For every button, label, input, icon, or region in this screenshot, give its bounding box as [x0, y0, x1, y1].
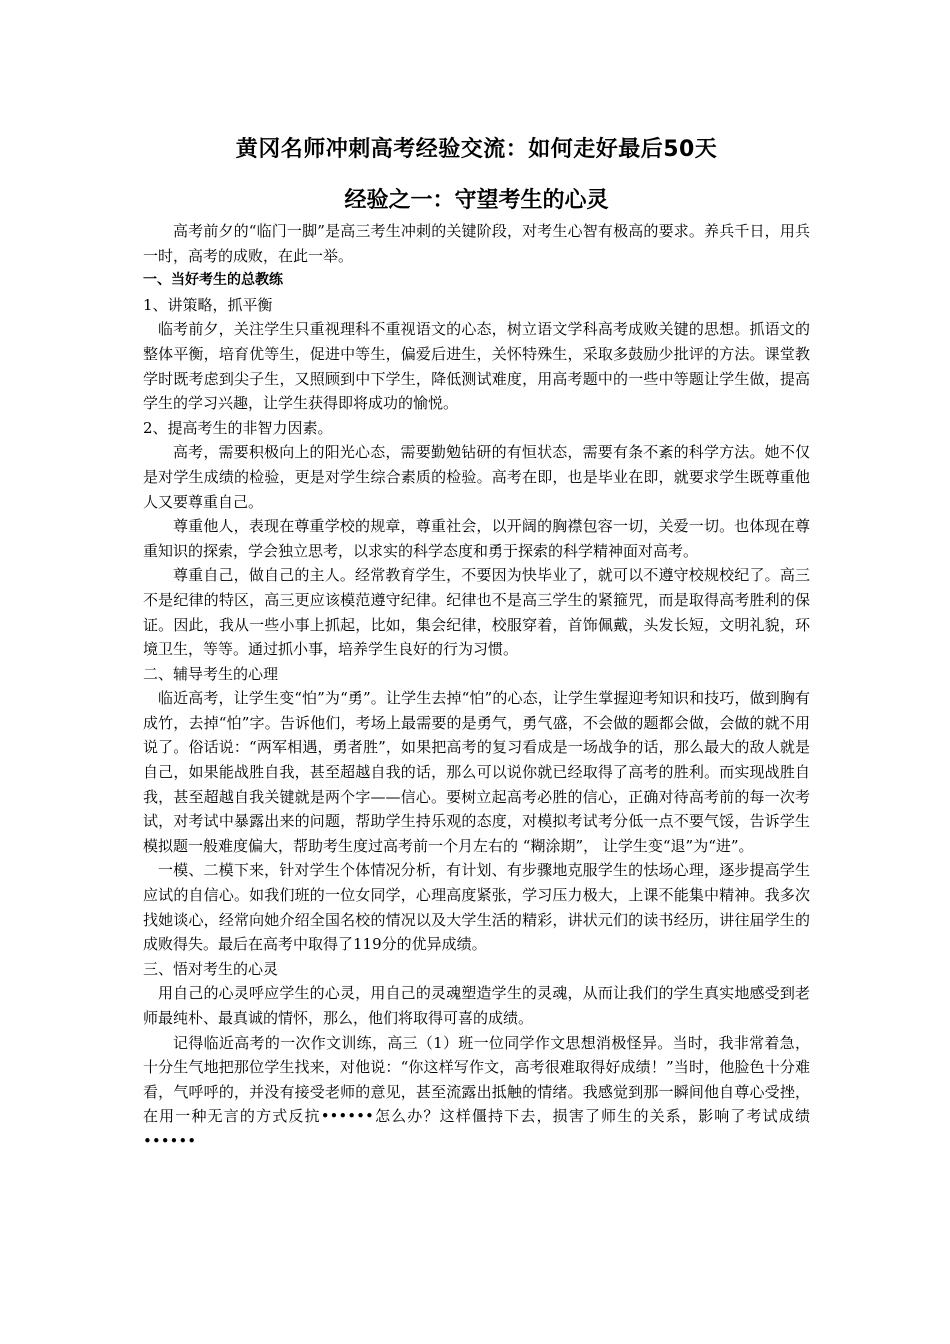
subsection-heading-2: 2、提高考生的非智力因素。 [143, 418, 333, 437]
body-paragraph: 临近高考，让学生变“怕”为“勇”。让学生去掉“怕”的心态，让学生掌握迎考知识和技巧，做到胸有成竹，去掉“怕”字。告诉他们，考场上最需要的是勇气，勇气盛，不会做的题都会做，会做的就不用说了。俗话说：“两军相遇，勇者胜”，如果把高考的复习看成是一场战争的话，那么最大的敌人就是自己，如果能战胜自我，甚至超越自我的话，那么可以说你就已经取得了高考的胜利。而实现战胜自我，甚至超越自我关键就是两个字——信心。要树立起高考必胜的信心，正确对待高考前的每一次考试，对考试中暴露出来的问题，帮助学生持乐观的态度，对模拟考试考分低一点不要气馁，告诉学生模拟题一般难度偏大，帮助考生度过高考前一个月左右的 “糊涂期”， 让学生变“退”为“进”。 [143, 689, 810, 855]
body-paragraph: 记得临近高考的一次作文训练，高三（1）班一位同学作文思想消极怪异。当时，我非常着急，十分生气地把那位学生找来，对他说：“你这样写作文，高考很难取得好成绩！”当时，他脸色十分难看，气呼呼的，并没有接受老师的意见，甚至流露出抵触的情绪。我感觉到那一瞬间他自尊心受挫，在用一种无言的方式反抗••••••怎么办？这样僵持下去，损害了师生的关系，影响了考试成绩•••••• [143, 1033, 810, 1150]
section-heading-3: 三、悟对考生的心灵 [143, 959, 279, 978]
document-subtitle: 经验之一：守望考生的心灵 [344, 188, 609, 213]
document-title: 黄冈名师冲刺高考经验交流：如何走好最后50天 [235, 137, 718, 162]
section-heading-1: 一、当好考生的总教练 [143, 272, 283, 289]
subsection-heading-1: 1、讲策略，抓平衡 [143, 295, 273, 314]
section-heading-2: 二、辅导考生的心理 [143, 664, 279, 683]
body-paragraph: 尊重自己，做自己的主人。经常教育学生，不要因为快毕业了，就可以不遵守校规校纪了。高三不是纪律的特区，高三更应该模范遵守纪律。纪律也不是高三学生的紧箍咒，而是取得高考胜利的保证。因此，我从一些小事上抓起，比如，集会纪律，校服穿着，首饰佩戴，头发长短，文明礼貌，环境卫生，等等。通过抓小事，培养学生良好的行为习惯。 [143, 566, 810, 659]
document-body [143, 130, 810, 1154]
body-paragraph: 临考前夕，关注学生只重视理科不重视语文的心态，树立语文学科高考成败关键的思想。抓语文的整体平衡，培育优等生，促进中等生，偏爱后进生，关怀特殊生，采取多鼓励少批评的方法。课堂教学时既考虑到尖子生，又照顾到中下学生，降低测试难度，用高考题中的一些中等题让学生做，提高学生的学习兴趣，让学生获得即将成功的愉悦。 [143, 320, 810, 413]
intro-paragraph: 高考前夕的“临门一脚”是高三考生冲刺的关键阶段，对考生心智有极高的要求。养兵千日，用兵一时，高考的成败，在此一举。 [143, 222, 810, 265]
body-paragraph: 一模、二模下来，针对学生个体情况分析，有计划、有步骤地克服学生的怯场心理，逐步提高学生应试的自信心。如我们班的一位女同学，心理高度紧张，学习压力极大，上课不能集中精神。我多次找她谈心，经常向她介绍全国名校的情况以及大学生活的精彩，讲状元们的读书经历，讲往届学生的成败得失。最后在高考中取得了119分的优异成绩。 [143, 861, 810, 954]
body-paragraph: 用自己的心灵呼应学生的心灵，用自己的灵魂塑造学生的灵魂，从而让我们的学生真实地感受到老师最纯朴、最真诚的情怀，那么，他们将取得可喜的成绩。 [143, 984, 810, 1027]
body-paragraph: 高考，需要积极向上的阳光心态，需要勤勉钻研的有恒状态，需要有条不紊的科学方法。她不仅是对学生成绩的检验，更是对学生综合素质的检验。高考在即，也是毕业在即，就要求学生既尊重他人又要尊重自己。 [143, 443, 810, 511]
body-paragraph: 尊重他人，表现在尊重学校的规章，尊重社会，以开阔的胸襟包容一切，关爱一切。也体现在尊重知识的探索，学会独立思考，以求实的科学态度和勇于探索的科学精神面对高考。 [143, 517, 810, 560]
